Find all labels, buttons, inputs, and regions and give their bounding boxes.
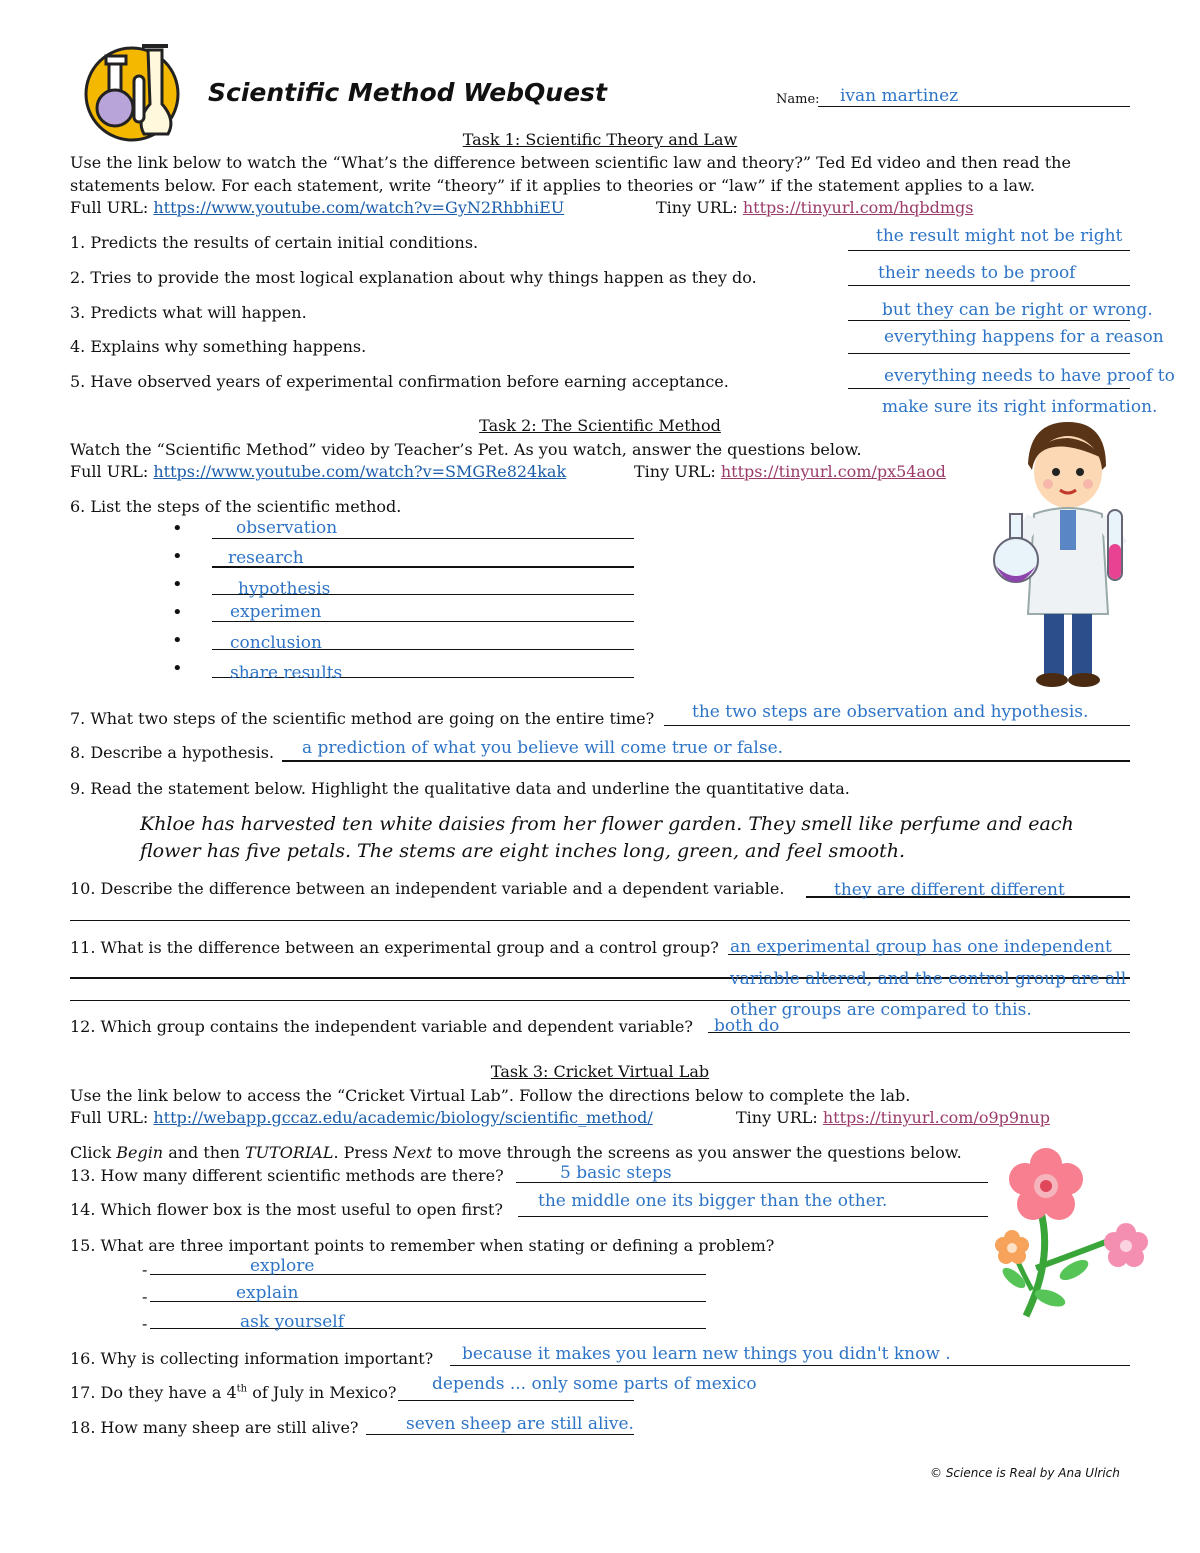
question-4: 4. Explains why something happens. (70, 337, 367, 356)
step-6: share results (230, 663, 343, 683)
tiny-url-label: Tiny URL: (656, 198, 738, 217)
statement-line-2: flower has five petals. The stems are eight inches long, green, and feel smooth. (140, 840, 906, 862)
question-16: 16. Why is collecting information important? (70, 1349, 434, 1368)
step-5: conclusion (230, 633, 322, 653)
full-url-label: Full URL: (70, 198, 149, 217)
dash-icon: - (142, 1287, 148, 1306)
answer-11-line-3: other groups are compared to this. (730, 1000, 1032, 1020)
answer-18: seven sheep are still alive. (406, 1414, 634, 1434)
task3-title: Task 3: Cricket Virtual Lab (490, 1062, 710, 1081)
question-7: 7. What two steps of the scientific method are going on the entire time? (70, 709, 655, 728)
question-6: 6. List the steps of the scientific method. (70, 497, 402, 516)
answer-17: depends ... only some parts of mexico (432, 1374, 757, 1394)
name-value: ivan martinez (840, 86, 959, 106)
question-1: 1. Predicts the results of certain initial conditions. (70, 233, 479, 252)
question-18: 18. How many sheep are still alive? (70, 1418, 359, 1437)
flower-illustration (990, 1148, 1160, 1320)
logo (82, 42, 192, 142)
question-11: 11. What is the difference between an experimental group and a control group? (70, 938, 719, 957)
answer-1: the result might not be right (876, 226, 1123, 246)
task1-tiny-url-row (656, 198, 974, 217)
answer-12: both do (714, 1016, 780, 1036)
bullet-icon: • (172, 546, 183, 567)
tiny-url-label: Tiny URL: (736, 1108, 818, 1127)
task1-url-row (70, 198, 564, 217)
answer-8: a prediction of what you believe will come true or false. (302, 738, 784, 758)
step-2: research (228, 548, 304, 568)
task1-full-url-link[interactable]: https://www.youtube.com/watch?v=GyN2RhbhiEU (153, 198, 565, 217)
answer-14: the middle one its bigger than the other. (538, 1191, 888, 1211)
question-5: 5. Have observed years of experimental confirmation before earning acceptance. (70, 372, 729, 391)
question-13: 13. How many different scientific methods are there? (70, 1166, 504, 1185)
step-1: observation (236, 518, 338, 538)
task2-url-row (70, 462, 566, 481)
task3-full-url-link[interactable]: http://webapp.gccaz.edu/academic/biology/scientific_method/ (153, 1108, 653, 1127)
click-instructions: Click Begin and then TUTORIAL. Press Next to move through the screens as you answer the questions below. (70, 1143, 962, 1162)
task2-title: Task 2: The Scientific Method (479, 416, 721, 435)
question-8: 8. Describe a hypothesis. (70, 743, 275, 762)
bullet-icon: • (172, 574, 183, 595)
task3-instructions: Use the link below to access the “Cricket Virtual Lab”. Follow the directions below to complete the lab. (70, 1086, 911, 1105)
question-12: 12. Which group contains the independent variable and dependent variable? (70, 1017, 693, 1036)
full-url-label: Full URL: (70, 1108, 149, 1127)
answer-10: they are different different (834, 880, 1065, 900)
point-3: ask yourself (240, 1312, 344, 1332)
step-4: experimen (230, 602, 322, 622)
tiny-url-label: Tiny URL: (634, 462, 716, 481)
dash-icon: - (142, 1314, 148, 1333)
task2-tiny-url-row (634, 462, 946, 481)
answer-11-line-1: an experimental group has one independent (730, 937, 1112, 957)
page-title: Scientific Method WebQuest (208, 78, 607, 107)
bullet-icon: • (172, 630, 183, 651)
flower-icon (990, 1148, 1160, 1320)
answer-5-continued: make sure its right information. (882, 397, 1158, 417)
task1-title: Task 1: Scientific Theory and Law (462, 130, 738, 149)
answer-7: the two steps are observation and hypothesis. (692, 702, 1089, 722)
step-3: hypothesis (238, 579, 331, 599)
task3-tiny-url-link[interactable]: https://tinyurl.com/o9p9nup (822, 1108, 1050, 1127)
answer-5: everything needs to have proof to (884, 366, 1175, 386)
dash-icon: - (142, 1260, 148, 1279)
bullet-icon: • (172, 658, 183, 679)
answer-3: but they can be right or wrong. (882, 300, 1153, 320)
answer-4: everything happens for a reason (884, 327, 1164, 347)
scientist-illustration (990, 414, 1140, 694)
answer-13: 5 basic steps (560, 1163, 672, 1183)
task1-instructions-1: Use the link below to watch the “What’s the difference between scientific law and theory?” Ted Ed video and then read the (70, 153, 1071, 172)
question-14: 14. Which flower box is the most useful to open first? (70, 1200, 504, 1219)
answer-11-line-2: variable altered, and the control group are all (730, 969, 1127, 989)
task3-url-row (70, 1108, 653, 1127)
task2-tiny-url-link[interactable]: https://tinyurl.com/px54aod (720, 462, 946, 481)
question-3: 3. Predicts what will happen. (70, 303, 307, 322)
question-2: 2. Tries to provide the most logical explanation about why things happen as they do. (70, 268, 757, 287)
task1-instructions-2: statements below. For each statement, write “theory” if it applies to theories or “law” if the statement applies to a law. (70, 176, 1035, 195)
task1-tiny-url-link[interactable]: https://tinyurl.com/hqbdmgs (742, 198, 974, 217)
flask-icon (82, 42, 192, 142)
copyright-footer: © Science is Real by Ana Ulrich (930, 1466, 1120, 1480)
point-2: explain (236, 1283, 299, 1303)
answer-16: because it makes you learn new things you didn't know . (462, 1344, 951, 1364)
task2-instructions: Watch the “Scientific Method” video by Teacher’s Pet. As you watch, answer the questions below. (70, 440, 862, 459)
question-17: 17. Do they have a 4th of July in Mexico? (70, 1383, 397, 1402)
point-1: explore (250, 1256, 315, 1276)
answer-2: their needs to be proof (878, 263, 1076, 283)
scientist-icon (990, 414, 1140, 694)
statement-line-1: Khloe has harvested ten white daisies from her flower garden. They smell like perfume and each (140, 813, 1074, 835)
task3-tiny-url-row (736, 1108, 1050, 1127)
question-15: 15. What are three important points to remember when stating or defining a problem? (70, 1236, 775, 1255)
question-9: 9. Read the statement below. Highlight the qualitative data and underline the quantitative data. (70, 779, 850, 798)
question-10: 10. Describe the difference between an independent variable and a dependent variable. (70, 879, 785, 898)
bullet-icon: • (172, 602, 183, 623)
full-url-label: Full URL: (70, 462, 149, 481)
name-label: Name: (776, 92, 820, 107)
task2-full-url-link[interactable]: https://www.youtube.com/watch?v=SMGRe824kak (153, 462, 567, 481)
bullet-icon: • (172, 518, 183, 539)
